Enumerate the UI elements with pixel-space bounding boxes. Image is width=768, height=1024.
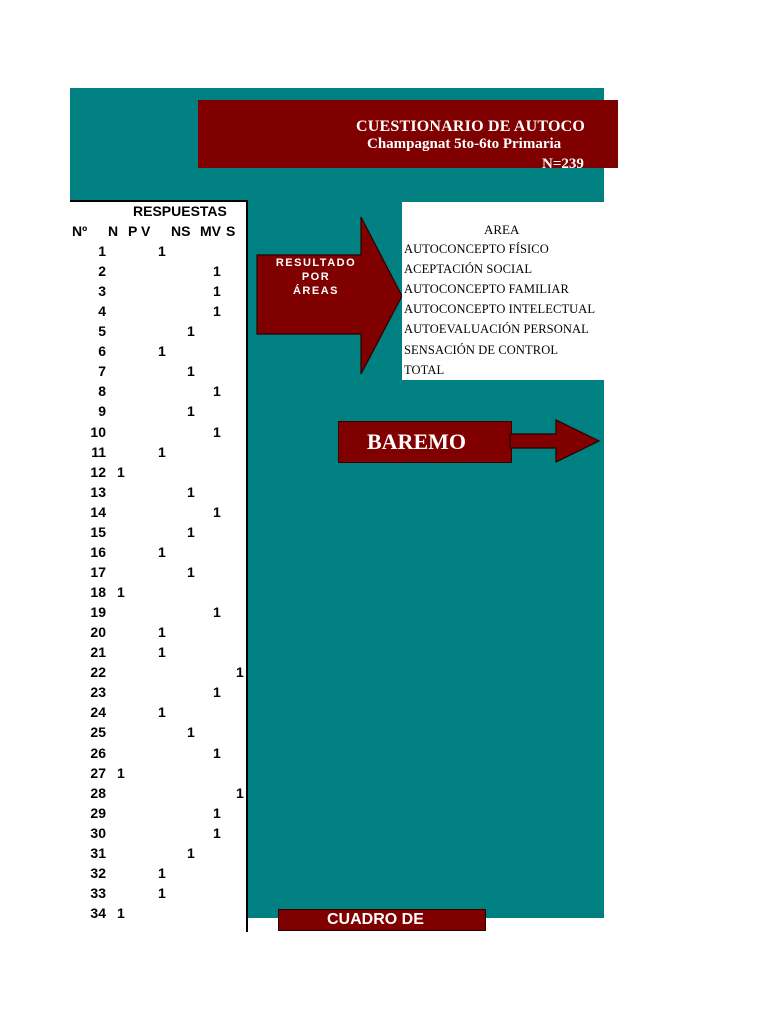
table-row [70,263,246,283]
area-item: AUTOEVALUACIÓN PERSONAL [404,322,589,337]
column-header: N [108,223,119,239]
table-row [70,464,246,484]
table-row [70,825,246,845]
table-row [70,765,246,785]
response-mark: 1 [213,804,221,821]
row-number: 19 [90,604,106,621]
column-header: S [226,223,236,239]
table-row [70,684,246,704]
row-number: 3 [98,283,106,300]
row-number: 15 [90,523,106,540]
response-mark: 1 [187,483,195,500]
row-number: 12 [90,463,106,480]
response-mark: 1 [117,584,125,601]
response-mark: 1 [158,243,166,259]
response-mark: 1 [187,844,195,861]
result-label-line-2: POR [301,271,331,283]
title-line-3: N=239 [542,156,584,172]
table-row [70,424,246,444]
row-number: 4 [98,303,106,320]
table-row [70,724,246,744]
table-row [70,383,246,403]
spreadsheet-area [70,88,604,928]
row-number: 11 [91,443,106,460]
row-number: 29 [90,804,106,821]
table-row [70,524,246,544]
area-item: TOTAL [404,362,445,377]
column-header: P V [128,223,151,239]
response-mark: 1 [213,303,221,320]
table-row [70,644,246,664]
row-number: 5 [98,323,106,340]
result-label [268,256,364,298]
table-row [70,584,246,604]
row-number: 27 [90,764,106,781]
area-header: AREA [484,222,520,237]
response-mark: 1 [187,323,195,340]
table-row [70,845,246,865]
row-number: 6 [98,343,106,360]
result-label-line-1: RESULTADO [275,257,357,269]
row-number: 18 [90,584,106,601]
column-header: Nº [72,223,88,239]
table-row [70,363,246,383]
row-number: 22 [90,664,106,681]
column-header: NS [171,223,191,239]
response-mark: 1 [187,403,195,420]
row-number: 16 [90,543,106,560]
response-mark: 1 [117,764,125,781]
row-number: 2 [98,263,106,280]
row-number: 32 [90,864,106,881]
row-number: 7 [98,363,106,380]
response-mark: 1 [213,604,221,621]
table-row [70,544,246,564]
table-row [70,604,246,624]
table-row [70,785,246,805]
response-mark: 1 [236,784,244,801]
response-mark: 1 [187,563,195,580]
table-row [70,905,246,925]
response-mark: 1 [213,503,221,520]
cuadro-label: CUADRO DE [327,911,424,928]
row-number: 24 [90,704,106,721]
table-row [70,624,246,644]
table-row [70,865,246,885]
row-number: 21 [90,644,106,661]
response-mark: 1 [213,263,221,280]
table-row [70,444,246,464]
row-number: 26 [90,744,106,761]
response-mark: 1 [158,543,166,560]
table-row [70,343,246,363]
row-number: 30 [90,824,106,841]
baremo-arrow-icon [510,420,602,464]
responses-table [70,200,248,932]
response-mark: 1 [158,443,166,460]
response-mark: 1 [158,704,166,721]
response-mark: 1 [187,724,195,741]
response-mark: 1 [236,664,244,681]
table-row [70,564,246,584]
result-label-line-3: ÁREAS [292,285,339,297]
response-mark: 1 [158,884,166,901]
area-item: SENSACIÓN DE CONTROL [404,342,559,357]
response-mark: 1 [213,383,221,400]
title-line-1: CUESTIONARIO DE AUTOCO [356,118,586,135]
row-number: 25 [90,724,106,741]
response-mark: 1 [213,744,221,761]
response-mark: 1 [213,684,221,701]
table-row [70,504,246,524]
response-mark: 1 [158,644,166,661]
cuadro-box [278,909,486,931]
table-row [70,484,246,504]
area-item: AUTOCONCEPTO FÍSICO [404,242,549,256]
response-mark: 1 [158,343,166,360]
baremo-label: BAREMO [367,429,466,454]
row-number: 9 [98,403,106,420]
response-mark: 1 [158,864,166,881]
table-row [70,283,246,303]
response-mark: 1 [187,523,195,540]
title-line-2: Champagnat 5to-6to Primaria [367,136,562,152]
table-row [70,403,246,423]
baremo-box [338,421,512,463]
response-mark: 1 [158,624,166,641]
area-list [402,202,612,380]
response-mark: 1 [213,423,221,440]
response-mark: 1 [117,463,125,480]
area-item: AUTOCONCEPTO FAMILIAR [404,282,569,297]
responses-header: RESPUESTAS [133,203,227,219]
row-number: 34 [90,904,106,921]
table-row [70,745,246,765]
response-mark: 1 [117,904,125,921]
row-number: 20 [90,624,106,641]
response-mark: 1 [187,363,195,380]
row-number: 14 [90,503,106,520]
table-row [70,323,246,343]
row-number: 10 [90,423,106,440]
table-row [70,243,246,263]
area-item: AUTOCONCEPTO INTELECTUAL [404,302,596,317]
response-mark: 1 [213,824,221,841]
table-row [70,885,246,905]
table-row [70,664,246,684]
row-number: 33 [90,884,106,901]
row-number: 17 [90,563,106,580]
column-header: MV [200,223,221,239]
area-item: ACEPTACIÓN SOCIAL [404,262,533,277]
row-number: 8 [98,383,106,400]
table-row [70,303,246,323]
table-row [70,805,246,825]
row-number: 23 [90,684,106,701]
row-number: 28 [90,784,106,801]
row-number: 13 [90,483,106,500]
table-row [70,704,246,724]
title-banner [198,100,618,172]
row-number: 1 [98,243,106,259]
row-number: 31 [90,844,106,861]
response-mark: 1 [213,283,221,300]
